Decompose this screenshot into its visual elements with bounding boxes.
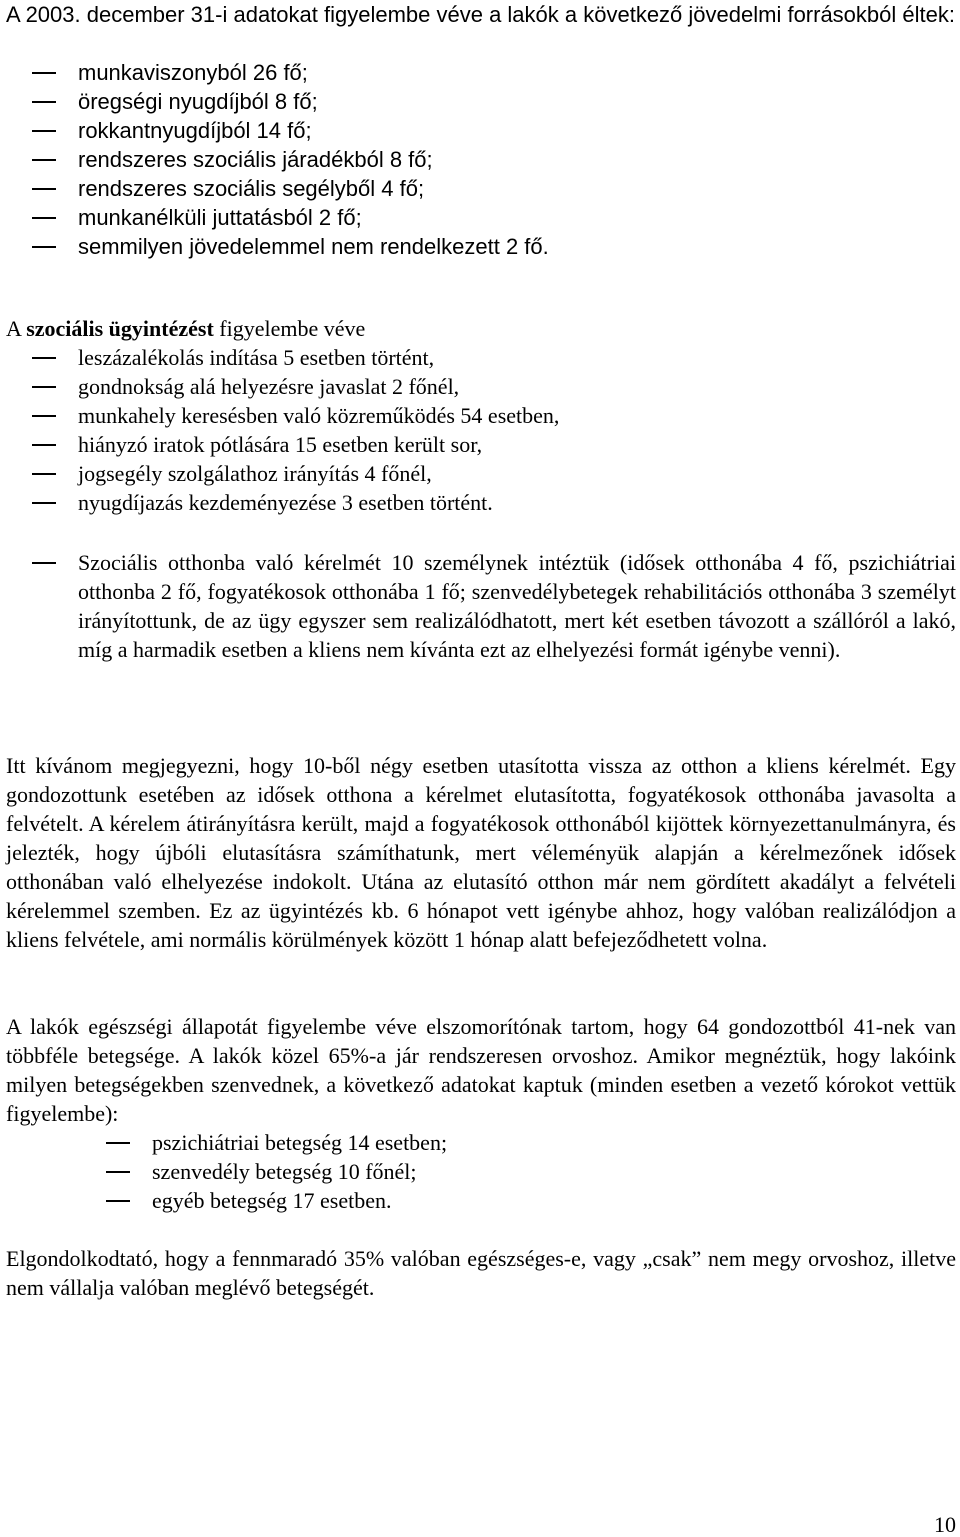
- list-item: jogsegély szolgálathoz irányítás 4 főnél,: [78, 459, 559, 488]
- note-paragraph: Itt kívánom megjegyezni, hogy 10-ből négy esetben utasította vissza az otthon a kliens kérelmét. Egy gondozottunk esetében az idősek otthona a kérelmet elutasította, fogyatékosok otthonába javasolta a felvételt. A kérelem átirányításra került, majd a fogyatékosok otthonából kijöttek környezettanulmányra, és jelezték, hogy újbóli elutasításra számíthatunk, mert véleményük alapján a kérelmezőnek idősek otthonában való elhelyezése indokolt. Utána az elutasító otthon már nem gördített akadályt a felvételi kérelemmel szemben. Ez az ügyintézés kb. 6 hónapot vett igénybe ahhoz, hogy valóban realizálódjon a kliens felvétele, ami normális körülmények között 1 hónap alatt befejeződhetett volna.: [6, 753, 956, 952]
- list-item: egyéb betegség 17 esetben.: [152, 1186, 447, 1215]
- list-item: munkahely keresésben való közreműködés 54 esetben,: [78, 403, 560, 428]
- final-paragraph: Elgondolkodtató, hogy a fennmaradó 35% valóban egészséges-e, vagy „csak” nem megy orvoshoz, illetve nem vállalja valóban meglévő betegségét.: [6, 1246, 956, 1300]
- dash-bullet: [32, 562, 56, 564]
- list-item: rokkantnyugdíjból 14 fő;: [78, 116, 549, 145]
- list-item: nyugdíjazás kezdeményezése 3 esetben történt.: [78, 488, 559, 517]
- page-number: 10: [934, 1512, 956, 1537]
- home-paragraph: Szociális otthonba való kérelmét 10 személynek intéztük (idősek otthonába 4 fő, pszichiátriai otthonba 2 fő, fogyatékosok otthonába 1 fő; szenvedélybetegek rehabilitációs otthonába 3 személyt irányítottunk, de az ügy egyszer sem realizálódhatott, mert két esetben távozott a szállóról a lakó, míg a harmadik esetben a kliens nem kívánta ezt az elhelyezési formát igénybe venni).: [78, 550, 956, 662]
- list-item: pszichiátriai betegség 14 esetben;: [152, 1130, 448, 1155]
- list-item: hiányzó iratok pótlására 15 esetben került sor,: [78, 430, 559, 459]
- health-paragraph: A lakók egészségi állapotát figyelembe véve elszomorítónak tartom, hogy 64 gondozottból 41-nek van többféle betegsége. A lakók közel 65%-a jár rendszeresen orvoshoz. Amikor megnéztük, hogy lakóink milyen betegségekben szenvednek, a következő adatokat kaptuk (minden esetben a vezető kórokot vettük figyelembe):: [6, 1014, 956, 1126]
- list-item: gondnokság alá helyezésre javaslat 2 főnél,: [78, 372, 559, 401]
- intro-paragraph: A 2003. december 31-i adatokat figyelembe véve a lakók a következő jövedelmi forrásokból éltek:: [6, 2, 955, 27]
- list-item: szenvedély betegség 10 főnél;: [152, 1157, 447, 1186]
- list-item: rendszeres szociális segélyből 4 fő;: [78, 174, 549, 203]
- admin-heading-bold: szociális ügyintézést: [26, 316, 214, 341]
- list-item: rendszeres szociális járadékból 8 fő;: [78, 145, 549, 174]
- income-list: [78, 58, 549, 261]
- health-list: [152, 1128, 447, 1215]
- list-item: öregségi nyugdíjból 8 fő;: [78, 87, 549, 116]
- admin-list: [78, 343, 559, 517]
- list-item: munkanélküli juttatásból 2 fő;: [78, 203, 549, 232]
- list-item: semmilyen jövedelemmel nem rendelkezett 2 fő.: [78, 234, 549, 259]
- admin-heading-prefix: A: [6, 316, 27, 341]
- list-item: munkaviszonyból 26 fő;: [78, 58, 549, 87]
- list-item: leszázalékolás indítása 5 esetben történt,: [78, 343, 559, 372]
- admin-heading: [6, 314, 365, 343]
- admin-heading-suffix: figyelembe véve: [213, 316, 366, 341]
